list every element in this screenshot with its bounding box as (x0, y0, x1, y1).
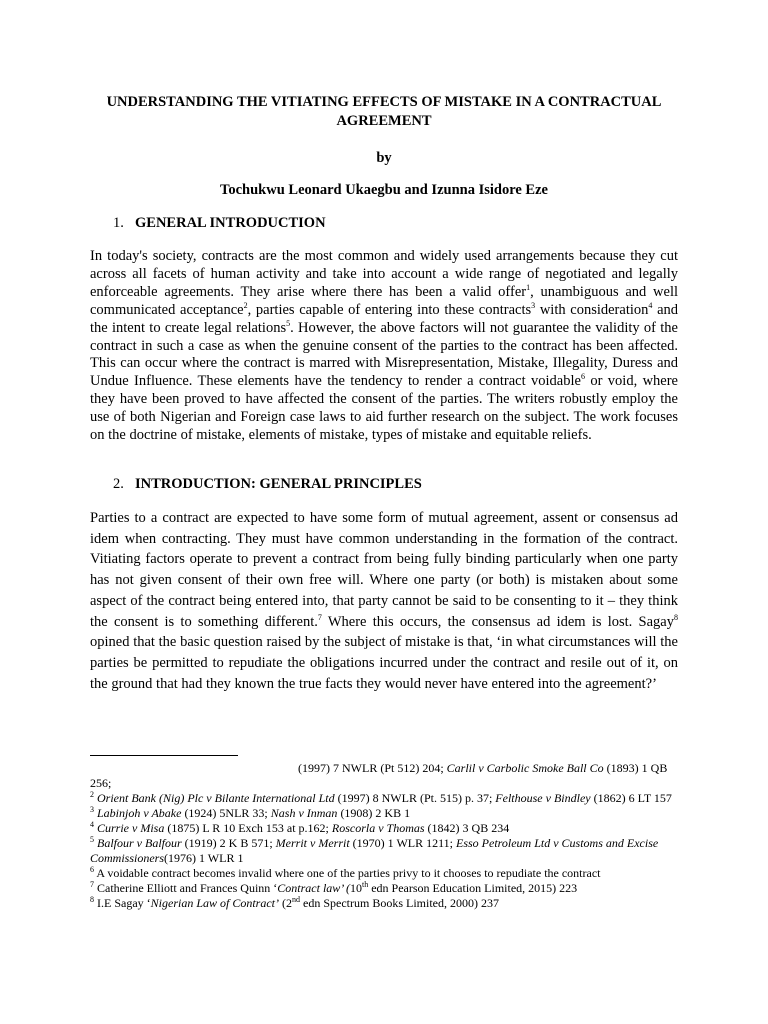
text-run: , parties capable of entering into these contracts (247, 301, 532, 318)
footnote-number: 3 (90, 805, 94, 814)
text-run: or void, where they have been proved to have affected the consent of the parties. The writers robustly employ the use of both Nigerian and Foreign case laws to aid further research on the subject. The work focuses on the doctrine of mistake, elements of mistake, types of mistake and equitable reliefs. (90, 373, 678, 444)
case-name: Esso Petroleum Ltd v Customs and Excise Commissioners (90, 836, 659, 865)
text-run: edn Pearson Education Limited, 2015) 223 (368, 881, 578, 895)
footnote-5 (90, 836, 678, 866)
text-run: (1997) 8 NWLR (Pt. 515) p. 37; (334, 791, 496, 805)
text-run: (1908) 2 KB 1 (337, 806, 411, 820)
book-title: Contract law’ ( (277, 881, 350, 895)
footnote-number: 4 (90, 820, 94, 829)
footnote-ref[interactable]: 4 (648, 300, 653, 310)
section-number: 2. (113, 476, 124, 492)
footnote-number: 7 (90, 880, 94, 889)
footnote-ref[interactable]: 3 (531, 300, 536, 310)
section-number: 1. (113, 215, 124, 231)
case-name: Roscorla v Thomas (331, 821, 425, 835)
paragraph-introduction (90, 248, 678, 445)
text-run: Where this occurs, the consensus ad idem is lost. Sagay (321, 613, 674, 630)
case-name: Nash v Inman (270, 806, 338, 820)
text-run: (1997) 7 NWLR (Pt 512) 204; (298, 761, 447, 775)
footnote-ref[interactable]: 8 (674, 612, 678, 622)
footnotes-list (90, 791, 678, 911)
ordinal-suffix: th (361, 880, 369, 889)
text-run: In today's society, contracts are the most common and widely used arrangements because they cut across all facets of human activity and take into account a wide range of negotiated and legally enforceable agreements. They arise where there has been a valid offer (90, 248, 678, 300)
footnote-3 (90, 806, 678, 821)
case-name: Balfour v Balfour (97, 836, 182, 850)
text-run: (1875) L R 10 Exch 153 at p.162; (164, 821, 332, 835)
text-run: A voidable contract becomes invalid where one of the parties privy to it chooses to repudiate the contract (94, 866, 601, 880)
footnote-number: 2 (90, 790, 94, 799)
text-run: (1862) 6 LT 157 (590, 791, 672, 805)
authors: Tochukwu Leonard Ukaegbu and Izunna Isidore Eze (220, 182, 548, 198)
text-run: (1842) 3 QB 234 (424, 821, 510, 835)
text-run: edn Spectrum Books Limited, 2000) 237 (300, 896, 499, 910)
text-run: I.E Sagay ‘ (94, 896, 151, 910)
case-name: Currie v Misa (97, 821, 165, 835)
section-heading-2 (113, 475, 422, 494)
case-name: Felthouse v Bindley (495, 791, 591, 805)
footnote-4 (90, 821, 678, 836)
text-run: Parties to a contract are expected to have some form of mutual agreement, assent or consensus ad idem when contracting. They must have common understanding in the formation of the contract. Vitiating factors operate to prevent a contract from being fully binding particularly when one party has not given consent of their own free will. Where one party (or both) is mistaken about some aspect of the contract being entered into, that party cannot be said to be consenting to it – they think the consent is to something different. (90, 510, 678, 630)
text-run: opined that the basic question raised by the subject of mistake is that, ‘in what circumstances will the parties be permitted to repudiate the obligations incurred under the contract and resile out of it, on the ground that had they known the true facts they would never have entered into the agreement?’ (90, 634, 678, 692)
footnote-7 (90, 881, 678, 896)
text-run: , unambiguous and well communicated acceptance (90, 283, 678, 318)
footnote-ref[interactable]: 6 (580, 372, 585, 382)
document-title: UNDERSTANDING THE VITIATING EFFECTS OF MISTAKE IN A CONTRACTUAL AGREEMENT (106, 94, 662, 129)
text-run: with consideration (535, 301, 649, 318)
section-title: INTRODUCTION: GENERAL PRINCIPLES (135, 476, 422, 492)
case-name: Merrit v Merrit (275, 836, 350, 850)
paragraph-general-principles (90, 508, 678, 694)
case-name: Carlil v Carbolic Smoke Ball Co (446, 761, 604, 775)
text-run: (1919) 2 K B 571; (181, 836, 276, 850)
case-name: Orient Bank (Nig) Plc v Bilante International Ltd (97, 791, 335, 805)
footnote-6 (90, 866, 678, 881)
ordinal-suffix: nd (292, 895, 300, 904)
case-name: Labinjoh v Abake (97, 806, 182, 820)
section-title: GENERAL INTRODUCTION (135, 215, 326, 231)
footnote-ref[interactable]: 5 (286, 318, 291, 328)
text-run: . However, the above factors will not guarantee the validity of the contract in such a case as when the genuine consent of the parties to the contract has been affected. This can occur where the contract is marred with Misrepresentation, Mistake, Illegality, Duress and Undue Influence. These elements have the tendency to render a contract voidable (90, 319, 678, 390)
text-run: 10 (349, 881, 362, 895)
text-run: and the intent to create legal relations (90, 301, 678, 336)
text-run: Catherine Elliott and Frances Quinn ‘ (94, 881, 278, 895)
text-run: (1924) 5NLR 33; (181, 806, 271, 820)
footnote-continuation (90, 761, 678, 791)
text-run: (1976) 1 WLR 1 (164, 851, 244, 865)
footnote-number: 5 (90, 835, 94, 844)
footnote-number: 8 (90, 895, 94, 904)
footnote-number: 6 (90, 865, 94, 874)
footnote-ref[interactable]: 1 (526, 282, 531, 292)
footnote-2 (90, 791, 678, 806)
footnote-8 (90, 896, 678, 911)
footnote-ref[interactable]: 7 (317, 612, 322, 622)
footnote-separator (90, 755, 238, 756)
book-title: Nigerian Law of Contract’ (150, 896, 279, 910)
byline-by: by (376, 150, 392, 166)
section-heading-1 (113, 214, 326, 233)
text-run: (2 (279, 896, 292, 910)
text-run: (1970) 1 WLR 1211; (349, 836, 456, 850)
footnote-ref[interactable]: 2 (243, 300, 248, 310)
text-run: (1893) 1 QB 256; (90, 761, 668, 790)
